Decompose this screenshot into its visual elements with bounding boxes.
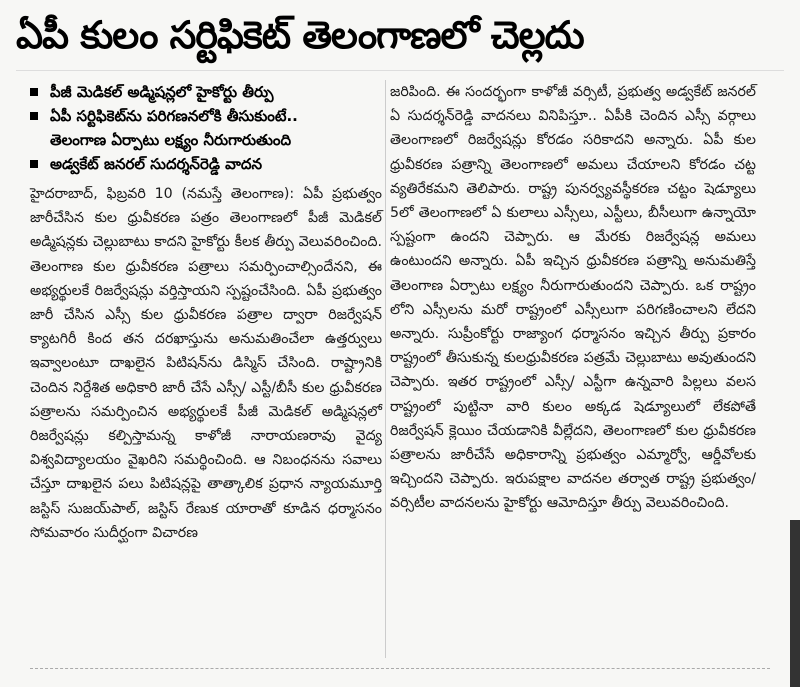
- column-divider: [385, 80, 386, 658]
- body-text-right: జరిపింది. ఈ సందర్భంగా కాళోజీ వర్సిటీ, ప్రభుత్వ అడ్వకేట్ జనరల్ ఏ సుదర్శన్‌రెడ్డి వాదనలు వినిపిస్తూ.. ఏపీకి చెందిన ఎస్సీ వర్గాలు తెలంగాణలో రిజర్వేషన్లు కోరడం సరికాదని అన్నారు. ఏపీ కుల ధ్రువీకరణ పత్రాన్ని తెలంగాణలో అమలు చేయాలని కోరడం చట్ట వ్యతిరేకమని తెలిపారు. రాష్ట్ర పునర్వ్యవస్థీకరణ చట్టం షెడ్యూలు 5లో తెలంగాణలో ఏ కులాలు ఎస్సీలు, ఎస్టీలు, బీసీలుగా ఉన్నాయో స్పష్టంగా ఉందని చెప్పారు. ఆ మేరకు రిజర్వేషన్ల అమలు ఉంటుందని అన్నారు. ఏపీ ఇచ్చిన ధ్రువీకరణ పత్రాన్ని అనుమతిస్తే తెలంగాణ ఏర్పాటు లక్ష్యం నీరుగారుతుందని చెప్పారు. ఒక రాష్ట్రం లోని ఎస్సీలను మరో రాష్ట్రంలో ఎస్సీలుగా పరిగణించాలని లేదని అన్నారు. సుప్రీంకోర్టు రాజ్యాంగ ధర్మాసనం ఇచ్చిన తీర్పు ప్రకారం రాష్ట్రంలో తీసుకున్న కులధ్రువీకరణ పత్రమే చెల్లుబాటు అవుతుందని చెప్పారు. ఇతర రాష్ట్రంలో ఎస్సీ/ ఎస్టీగా ఉన్నవారి పిల్లలు వలస రాష్ట్రంలో పుట్టినా వారి కులం అక్కడ షెడ్యూలులో లేకపోతే రిజర్వేషన్ క్లెయిం చేయడానికి వీల్లేదని, తెలంగాణలో కుల ధ్రువీకరణ పత్రాలను జారీచేసే అధికారాన్ని ప్రభుత్వం ఎమ్మార్వో, ఆర్డీవోలకు ఇచ్చిందని చెప్పారు. ఇరుపక్షాల వాదనల తర్వాత రాష్ట్ర ప్రభుత్వం/వర్సిటీల వాదనలను హైకోర్టు ఆమోదిస్తూ తీర్పు వెలువరించింది.: [390, 84, 756, 512]
- highlight-text: పీజీ మెడికల్ అడ్మిషన్లలో హైకోర్టు తీర్పు: [50, 83, 274, 101]
- highlight-item: [30, 105, 382, 128]
- headline-rule: [16, 70, 784, 71]
- right-column: [390, 80, 756, 516]
- highlight-text: తెలంగాణ ఏర్పాటు లక్ష్యం నీరుగారుతుంది: [50, 131, 292, 149]
- body-text-left: హైదరాబాద్, ఫిబ్రవరి 10 (నమస్తే తెలంగాణ): ఏపీ ప్రభుత్వం జారీచేసిన కుల ధ్రువీకరణ పత్రం తెలంగాణలో పీజీ మెడికల్ అడ్మిషన్లకు చెల్లుబాటు కాదని హైకోర్టు కీలక తీర్పు వెలువరించింది. తెలంగాణ కుల ధ్రువీకరణ పత్రాలు సమర్పించాల్సిందేనని, ఈ అభ్యర్థులకే రిజర్వేషన్లు వర్తిస్తాయని స్పష్టంచేసింది. ఏపీ ప్రభుత్వం జారీ చేసిన ఎస్సీ కుల ధ్రువీకరణ పత్రాల ద్వారా రిజర్వేషన్ క్యాటగిరీ కింద తన దరఖాస్తును అనుమతించేలా ఉత్తర్వులు ఇవ్వాలంటూ దాఖలైన పిటిషన్‌ను డిస్మిస్ చేసింది. రాష్ట్రానికి చెందిన నిర్దేశిత అధికారి జారీ చేసే ఎస్సీ/ ఎస్టీ/బీసీ కుల ధ్రువీకరణ పత్రాలను సమర్పించిన అభ్యర్థులకే పీజీ మెడికల్ అడ్మిషన్లలో రిజర్వేషన్లు కల్పిస్తామన్న కాళోజీ నారాయణరావు వైద్య విశ్వవిద్యాలయం వైఖరిని సమర్థించింది. ఆ నిబంధనను సవాలు చేస్తూ దాఖలైన పలు పిటిషన్లపై తాత్కాలిక ప్రధాన న్యాయమూర్తి జస్టిస్ సుజయ్‌పాల్, జస్టిస్ రేణుక యారాతో కూడిన ధర్మాసనం సోమవారం సుదీర్ఘంగా విచారణ: [30, 186, 382, 541]
- left-column: [30, 80, 382, 545]
- highlight-item: [30, 153, 382, 176]
- bullet-square-icon: [30, 88, 38, 96]
- bottom-rule: [30, 668, 770, 669]
- page-edge-bar: [790, 520, 800, 687]
- highlight-item: [30, 81, 382, 104]
- bullet-square-icon: [30, 160, 38, 168]
- highlight-item: [30, 129, 382, 152]
- headline: ఏపీ కులం సర్టిఫికెట్ తెలంగాణలో చెల్లదు: [16, 13, 584, 57]
- highlight-text: అడ్వకేట్ జనరల్ సుదర్శన్‌రెడ్డి వాదన: [50, 155, 263, 173]
- highlights-list: [30, 81, 382, 176]
- bullet-square-icon: [30, 112, 38, 120]
- highlight-text: ఏపీ సర్టిఫికెట్‌ను పరిగణనలోకి తీసుకుంటే..: [50, 107, 298, 125]
